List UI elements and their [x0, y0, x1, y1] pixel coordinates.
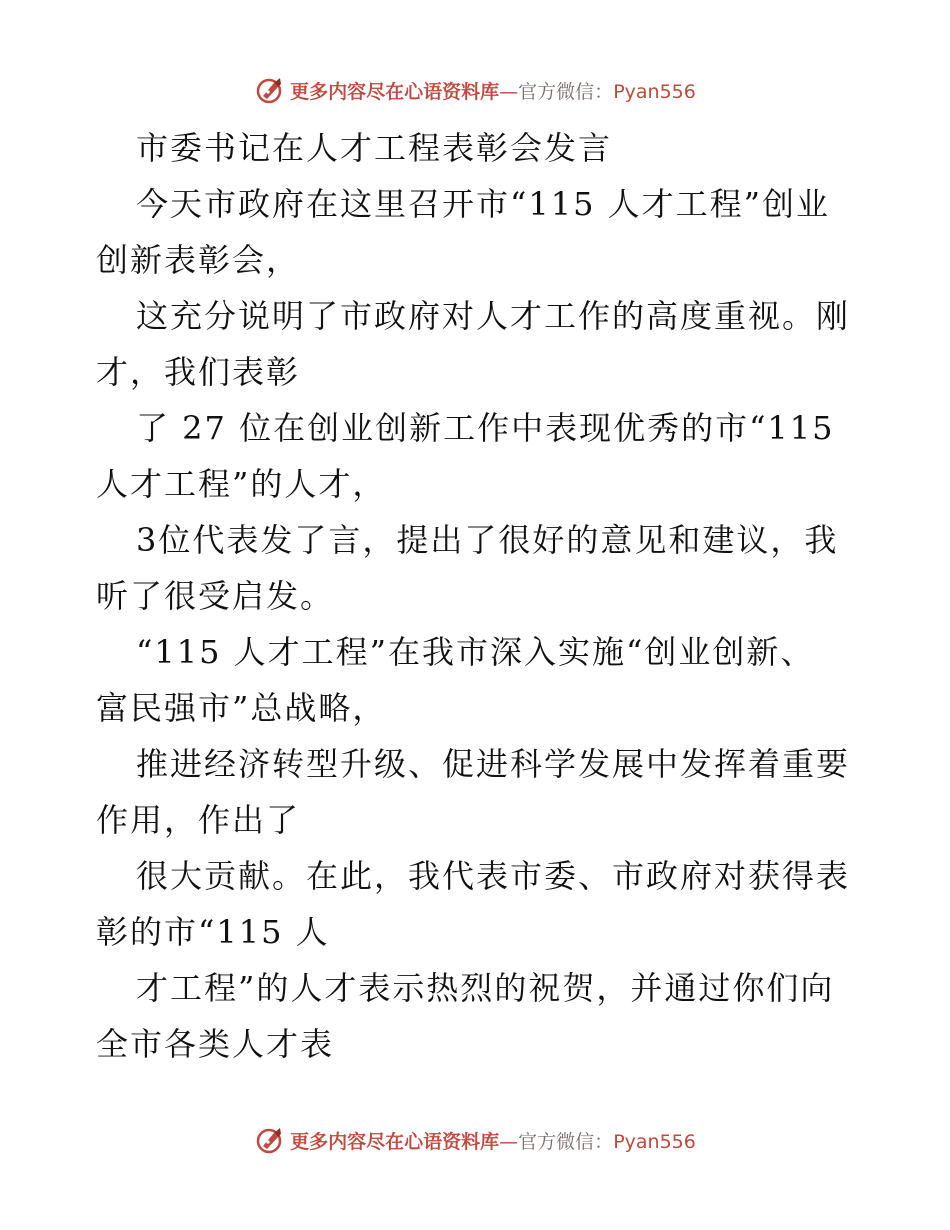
- text-line: 3位代表发了言，提出了很好的意见和建议，我: [136, 521, 839, 559]
- text-line: “115 人才工程”在我市深入实施“创业创新、: [136, 633, 815, 671]
- text-line: 市委书记在人才工程表彰会发言: [136, 129, 613, 167]
- banner-wechat-id: Pyan556: [613, 1130, 696, 1153]
- banner-brand: 更多内容尽在心语资料库: [290, 1130, 500, 1153]
- text-line: 富民强市”总战略，: [96, 689, 387, 727]
- text-line: 听了很受启发。: [96, 577, 335, 615]
- text-line: 才工程”的人才表示热烈的祝贺，并通过你们向: [136, 969, 835, 1007]
- document-body: [96, 120, 856, 1072]
- banner-text: [290, 77, 696, 104]
- text-line: 这充分说明了市政府对人才工作的高度重视。刚: [136, 297, 851, 335]
- banner-text: [290, 1127, 696, 1154]
- text-line: 才，我们表彰: [96, 353, 301, 391]
- text-line: 很大贡献。在此，我代表市委、市政府对获得表: [136, 857, 851, 895]
- text-line: 今天市政府在这里召开市“115 人才工程”创业: [136, 185, 830, 223]
- text-line: 全市各类人才表: [96, 1025, 335, 1063]
- banner-wechat-id: Pyan556: [613, 80, 696, 103]
- footer-banner: [0, 1120, 950, 1160]
- text-line: 人才工程”的人才，: [96, 465, 387, 503]
- text-line: 作用，作出了: [96, 801, 301, 839]
- text-line: 推进经济转型升级、促进科学发展中发挥着重要: [136, 745, 851, 783]
- pen-nib-circle-icon: [254, 75, 284, 105]
- pen-nib-circle-icon: [254, 1125, 284, 1155]
- banner-official-label: 官方微信：: [518, 80, 614, 103]
- banner-official-label: 官方微信：: [518, 1130, 614, 1153]
- banner-separator: —: [499, 80, 519, 103]
- text-line: 了 27 位在创业创新工作中表现优秀的市“115: [136, 409, 835, 447]
- banner-brand: 更多内容尽在心语资料库: [290, 80, 500, 103]
- text-line: 彰的市“115 人: [96, 913, 330, 951]
- text-line: 创新表彰会，: [96, 241, 301, 279]
- header-banner: [0, 70, 950, 110]
- banner-separator: —: [499, 1130, 519, 1153]
